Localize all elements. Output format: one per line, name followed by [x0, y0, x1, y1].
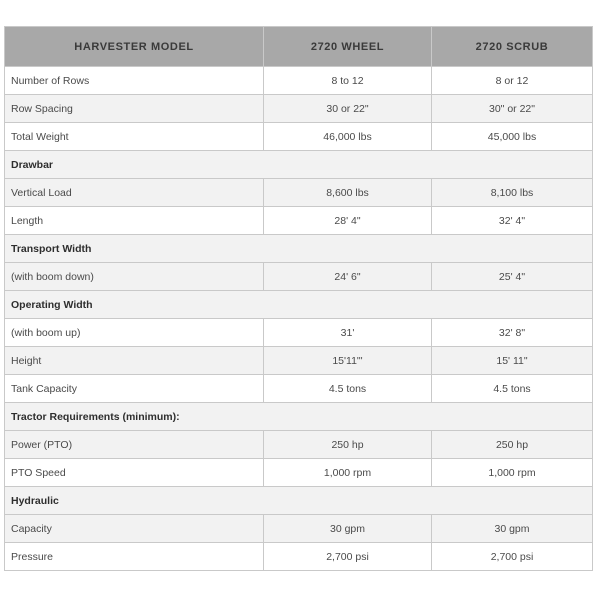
- scrub-value: 8 or 12: [432, 67, 593, 95]
- section-row: [5, 403, 593, 431]
- section-row: [5, 291, 593, 319]
- wheel-value: 24' 6": [264, 263, 432, 291]
- table-row: [5, 179, 593, 207]
- scrub-value: 1,000 rpm: [432, 459, 593, 487]
- scrub-value: 15' 11": [432, 347, 593, 375]
- scrub-value: 32' 8": [432, 319, 593, 347]
- section-row: [5, 151, 593, 179]
- header-harvester-model: HARVESTER MODEL: [5, 27, 264, 67]
- wheel-value: 8 to 12: [264, 67, 432, 95]
- row-label: Number of Rows: [5, 67, 264, 95]
- wheel-value: 2,700 psi: [264, 543, 432, 571]
- row-label: (with boom up): [5, 319, 264, 347]
- table-row: [5, 347, 593, 375]
- section-label: Drawbar: [5, 151, 593, 179]
- wheel-value: 46,000 lbs: [264, 123, 432, 151]
- wheel-value: 28' 4": [264, 207, 432, 235]
- section-label: Tractor Requirements (minimum):: [5, 403, 593, 431]
- row-label: Length: [5, 207, 264, 235]
- section-label: Transport Width: [5, 235, 593, 263]
- table-row: [5, 263, 593, 291]
- spec-table: [4, 26, 593, 571]
- scrub-value: 25' 4": [432, 263, 593, 291]
- table-row: [5, 375, 593, 403]
- row-label: Row Spacing: [5, 95, 264, 123]
- row-label: Capacity: [5, 515, 264, 543]
- row-label: Height: [5, 347, 264, 375]
- scrub-value: 32' 4": [432, 207, 593, 235]
- row-label: Total Weight: [5, 123, 264, 151]
- row-label: (with boom down): [5, 263, 264, 291]
- scrub-value: 45,000 lbs: [432, 123, 593, 151]
- section-row: [5, 487, 593, 515]
- scrub-value: 250 hp: [432, 431, 593, 459]
- section-label: Hydraulic: [5, 487, 593, 515]
- wheel-value: 30 gpm: [264, 515, 432, 543]
- row-label: Pressure: [5, 543, 264, 571]
- wheel-value: 4.5 tons: [264, 375, 432, 403]
- table-row: [5, 543, 593, 571]
- header-2720-scrub: 2720 SCRUB: [432, 27, 593, 67]
- table-row: [5, 67, 593, 95]
- row-label: Tank Capacity: [5, 375, 264, 403]
- table-row: [5, 515, 593, 543]
- wheel-value: 250 hp: [264, 431, 432, 459]
- wheel-value: 15'11"': [264, 347, 432, 375]
- table-row: [5, 319, 593, 347]
- table-header: [5, 27, 593, 67]
- row-label: Power (PTO): [5, 431, 264, 459]
- header-row: [5, 27, 593, 67]
- scrub-value: 30 gpm: [432, 515, 593, 543]
- table-row: [5, 123, 593, 151]
- wheel-value: 31': [264, 319, 432, 347]
- table-body: [5, 67, 593, 571]
- section-row: [5, 235, 593, 263]
- table-row: [5, 459, 593, 487]
- scrub-value: 30" or 22": [432, 95, 593, 123]
- table-row: [5, 431, 593, 459]
- scrub-value: 2,700 psi: [432, 543, 593, 571]
- row-label: Vertical Load: [5, 179, 264, 207]
- wheel-value: 1,000 rpm: [264, 459, 432, 487]
- scrub-value: 4.5 tons: [432, 375, 593, 403]
- section-label: Operating Width: [5, 291, 593, 319]
- wheel-value: 8,600 lbs: [264, 179, 432, 207]
- row-label: PTO Speed: [5, 459, 264, 487]
- table-row: [5, 95, 593, 123]
- wheel-value: 30 or 22": [264, 95, 432, 123]
- table-row: [5, 207, 593, 235]
- scrub-value: 8,100 lbs: [432, 179, 593, 207]
- header-2720-wheel: 2720 WHEEL: [264, 27, 432, 67]
